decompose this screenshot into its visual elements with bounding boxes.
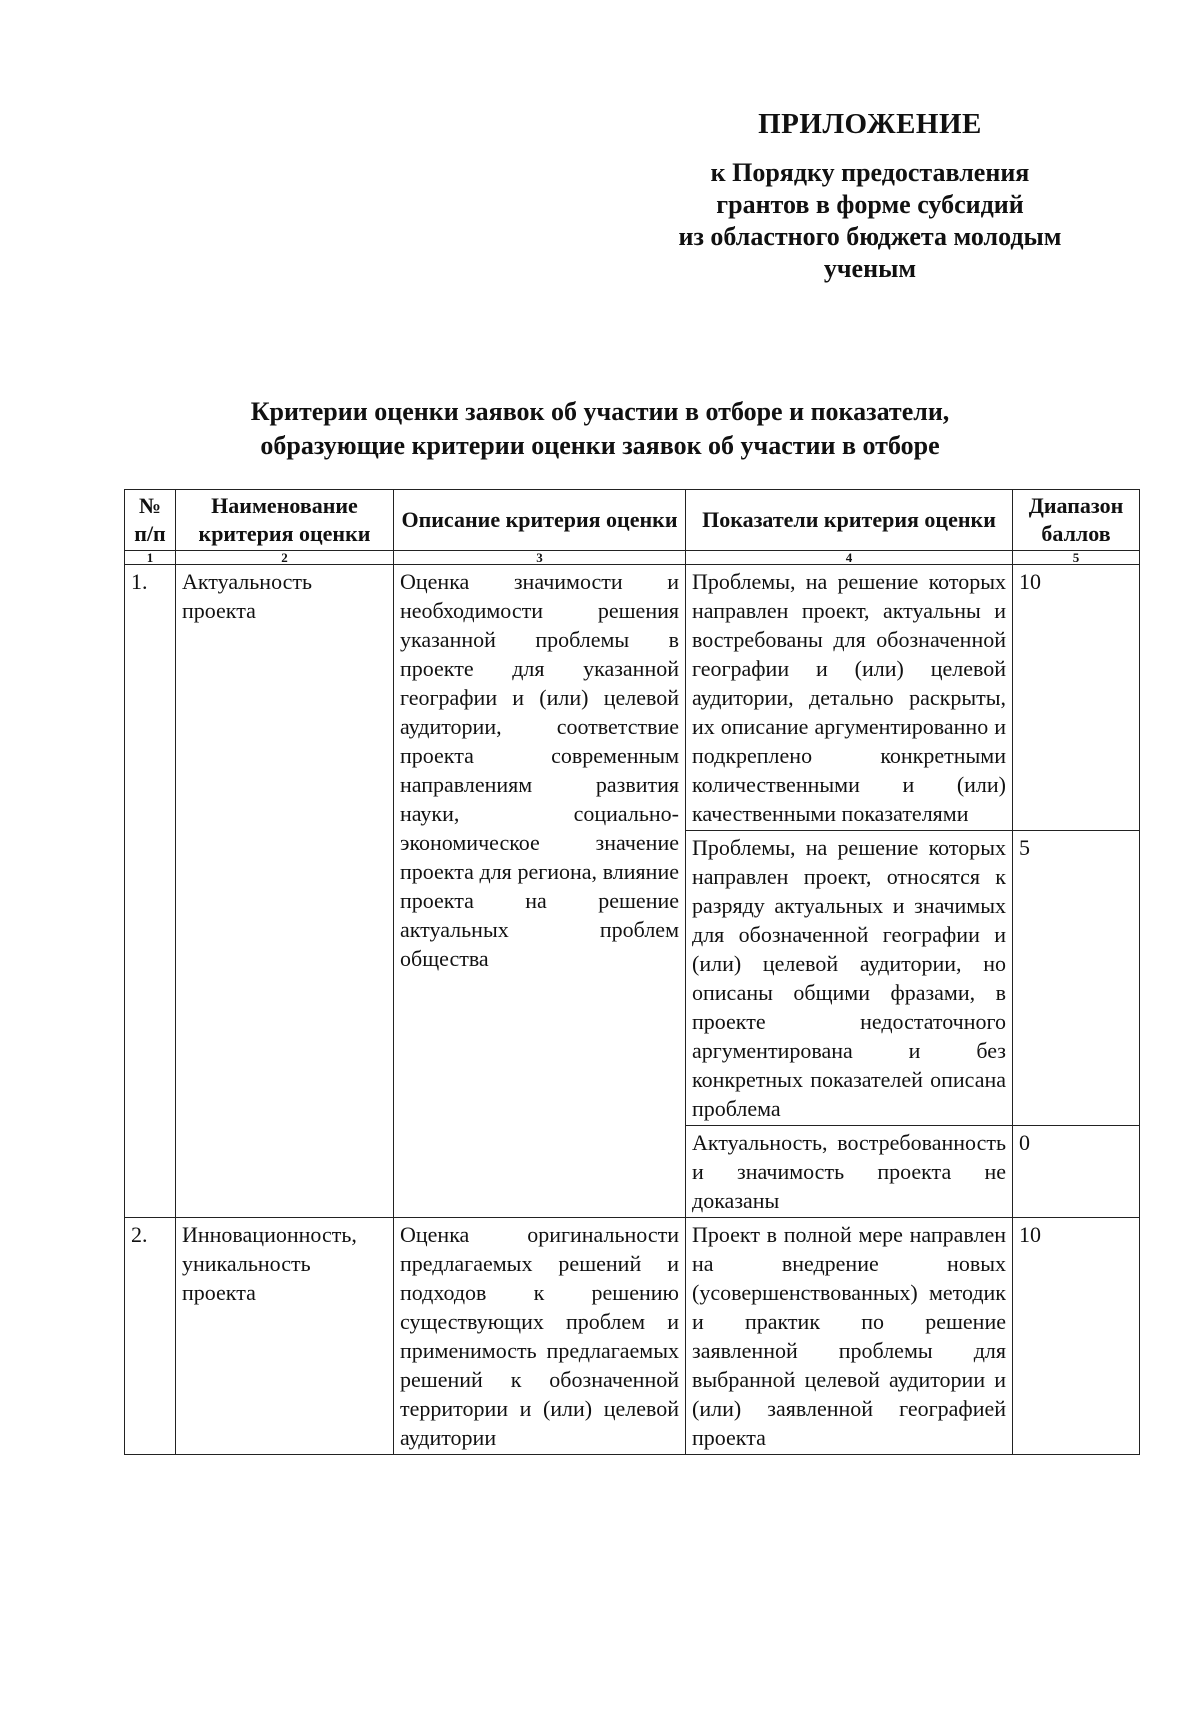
table-row (125, 565, 1140, 831)
appendix-title: ПРИЛОЖЕНИЕ (758, 108, 982, 140)
table-header-row (125, 490, 1140, 551)
indicator-score: 10 (1013, 565, 1140, 831)
indicator-score: 0 (1013, 1126, 1140, 1218)
appendix-line-3: из областного бюджета молодым (678, 222, 1062, 251)
criterion-name: Инновационность, уникальность проекта (176, 1218, 394, 1455)
header-num: № п/п (125, 490, 176, 551)
row-number: 2. (125, 1218, 176, 1455)
row-number: 1. (125, 565, 176, 1218)
appendix-line-4: ученым (823, 254, 917, 283)
column-number: 2 (176, 551, 394, 565)
indicator-text: Актуальность, востребованность и значимость проекта не доказаны (686, 1126, 1013, 1218)
appendix-line-2: грантов в форме субсидий (716, 190, 1024, 219)
column-number: 4 (686, 551, 1013, 565)
column-numbers-row (125, 551, 1140, 565)
header-name: Наименование критерия оценки (176, 490, 394, 551)
indicator-text: Проблемы, на решение которых направлен проект, относятся к разряду актуальных и значимых для обозначенной географии и (или) целевой аудитории, но описаны общими фразами, в проекте недостаточного аргументирована и без конкретных показателей описана проблема (686, 831, 1013, 1126)
indicator-score: 10 (1013, 1218, 1140, 1455)
appendix-header (640, 108, 1100, 285)
document-title-line-2: образующие критерии оценки заявок об участии в отборе (260, 431, 940, 460)
document-title (150, 395, 1050, 463)
criteria-table (124, 489, 1140, 1455)
column-number: 1 (125, 551, 176, 565)
indicator-text: Проблемы, на решение которых направлен проект, актуальны и востребованы для обозначенной географии и (или) целевой аудитории, детально раскрыты, их описание аргументированно и подкреплено конкретными количественными и (или) качественными показателями (686, 565, 1013, 831)
table-row (125, 1218, 1140, 1455)
header-range: Диапазон баллов (1013, 490, 1140, 551)
indicator-text: Проект в полной мере направлен на внедрение новых (усовершенствованных) методик и практик по решение заявленной проблемы для выбранной целевой аудитории и (или) заявленной географией проекта (686, 1218, 1013, 1455)
column-number: 5 (1013, 551, 1140, 565)
header-description: Описание критерия оценки (394, 490, 686, 551)
criterion-name: Актуальность проекта (176, 565, 394, 1218)
appendix-line-1: к Порядку предоставления (710, 158, 1030, 187)
criterion-description: Оценка значимости и необходимости решения указанной проблемы в проекте для указанной географии и (или) целевой аудитории, соответствие проекта современным направлениям развития науки, социально-экономическое значение проекта для региона, влияние проекта на решение актуальных проблем общества (394, 565, 686, 1218)
indicator-score: 5 (1013, 831, 1140, 1126)
criterion-description: Оценка оригинальности предлагаемых решений и подходов к решению существующих проблем и применимость предлагаемых решений к обозначенной территории и (или) целевой аудитории (394, 1218, 686, 1455)
document-title-line-1: Критерии оценки заявок об участии в отборе и показатели, (250, 397, 950, 426)
header-indicators: Показатели критерия оценки (686, 490, 1013, 551)
column-number: 3 (394, 551, 686, 565)
